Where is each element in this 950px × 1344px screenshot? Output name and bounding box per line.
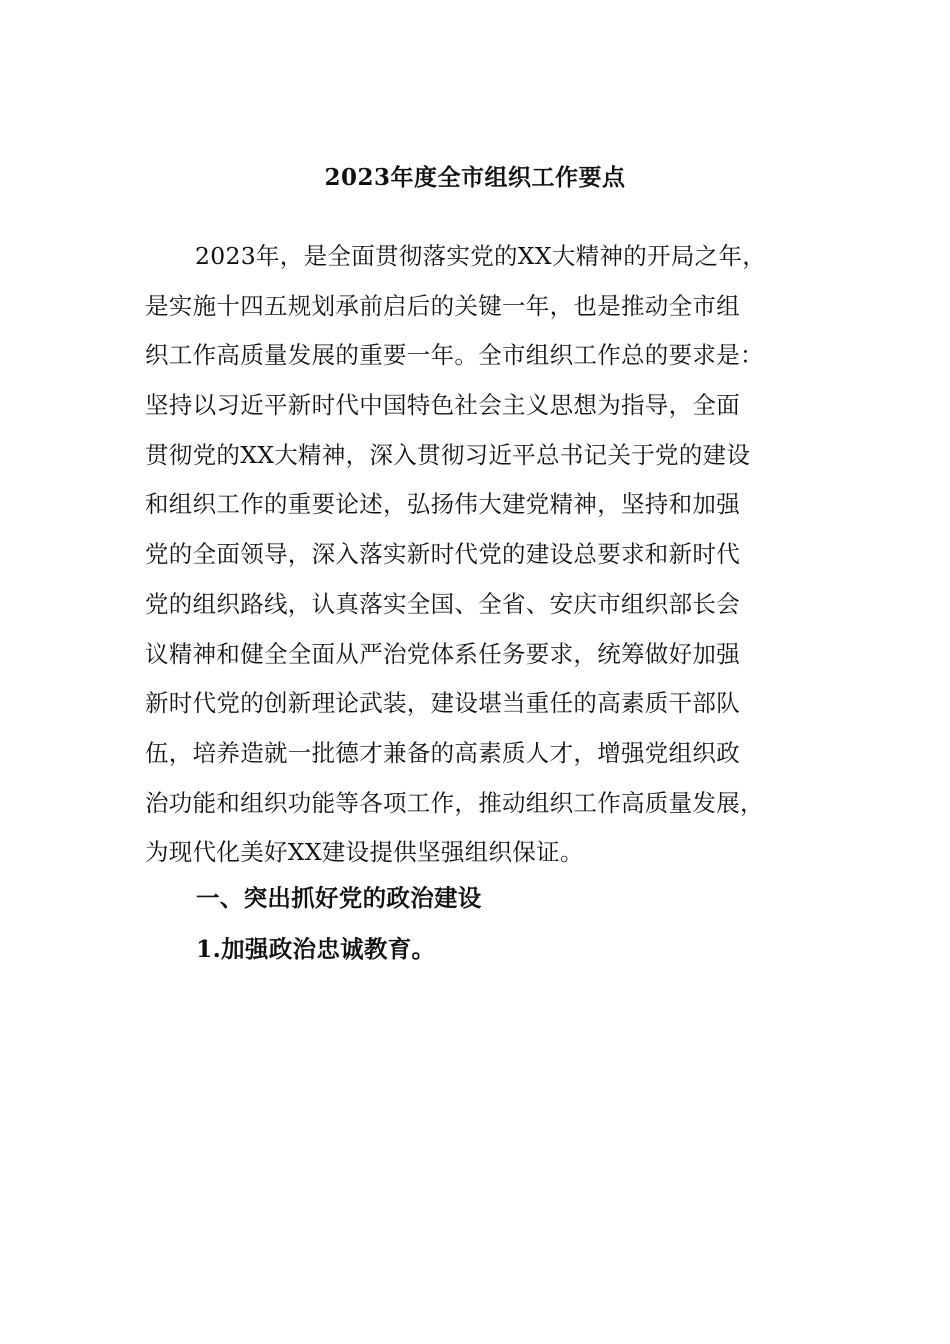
paragraph-line: 新时代党的创新理论武装，建设堪当重任的高素质干部队: [145, 689, 740, 718]
subsection-heading: 1.加强政治忠诚教育。: [196, 935, 436, 963]
paragraph-line: 和组织工作的重要论述，弘扬伟大建党精神，坚持和加强: [145, 490, 740, 519]
paragraph-line: 为现代化美好XX建设提供坚强组织保证。: [145, 838, 584, 867]
paragraph-line: 党的全面领导，深入落实新时代党的建设总要求和新时代: [145, 540, 740, 569]
paragraph-line: 伍，培养造就一批德才兼备的高素质人才，增强党组织政: [145, 738, 740, 767]
intro-paragraph: [145, 232, 800, 878]
paragraph-line: 2023年，是全面贯彻落实党的XX大精神的开局之年，: [195, 242, 767, 270]
paragraph-line: 坚持以习近平新时代中国特色社会主义思想为指导，全面: [145, 391, 740, 420]
paragraph-line: 是实施十四五规划承前启后的关键一年，也是推动全市组: [145, 291, 740, 320]
paragraph-line: 治功能和组织功能等各项工作，推动组织工作高质量发展，: [145, 788, 764, 817]
section-heading: 一、突出抓好党的政治建设: [196, 884, 482, 912]
document-title: 2023年度全市组织工作要点: [324, 164, 626, 191]
paragraph-line: 织工作高质量发展的重要一年。全市组织工作总的要求是：: [145, 341, 764, 370]
paragraph-line: 党的组织路线，认真落实全国、全省、安庆市组织部长会: [145, 589, 740, 618]
paragraph-line: 贯彻党的XX大精神，深入贯彻习近平总书记关于党的建设: [145, 440, 751, 469]
paragraph-line: 议精神和健全全面从严治党体系任务要求，统筹做好加强: [145, 639, 740, 668]
